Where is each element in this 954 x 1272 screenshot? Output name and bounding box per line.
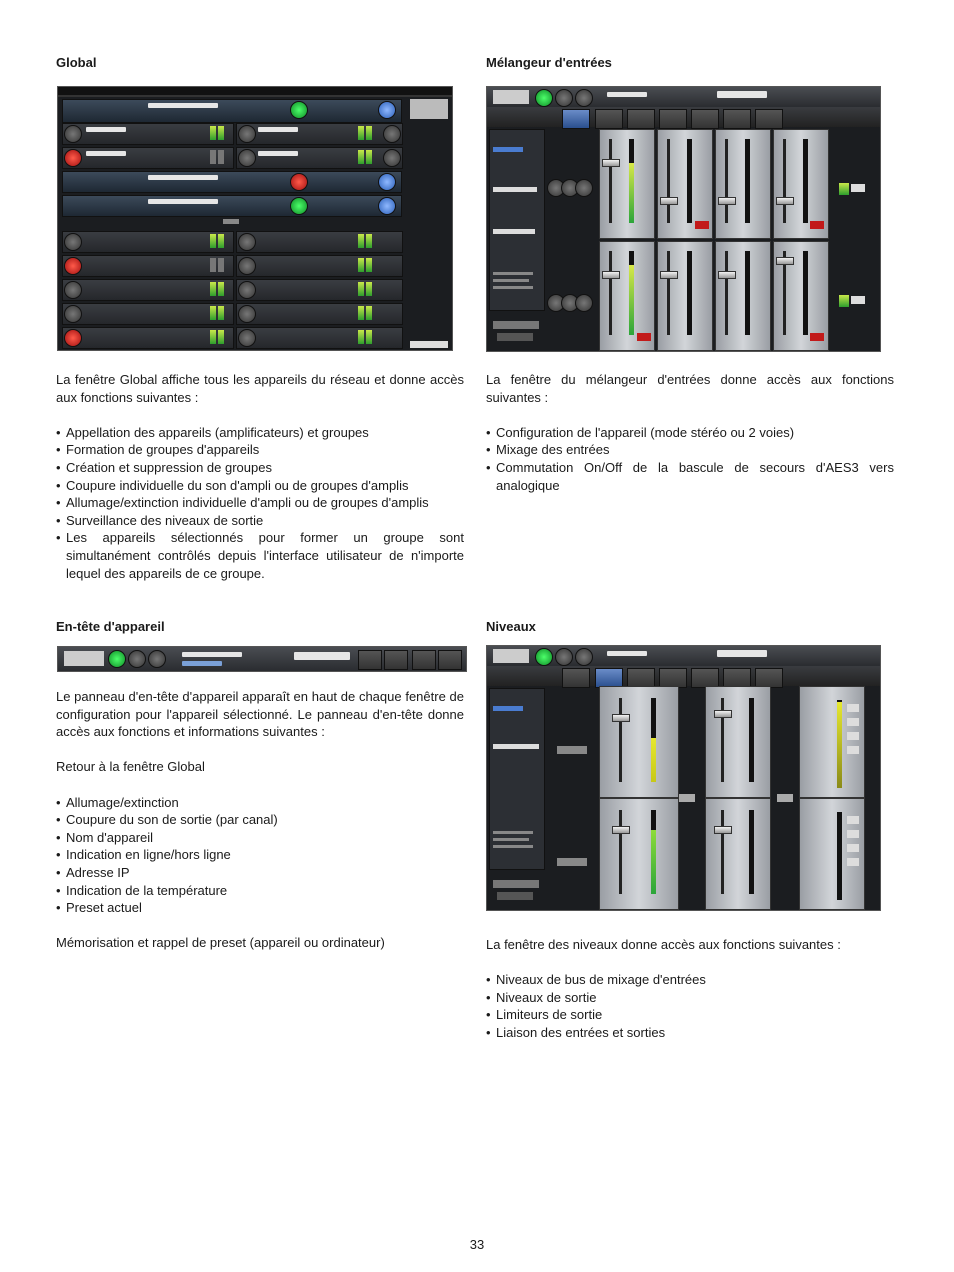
list-item: • Coupure individuelle du son d'ampli ou de groupes d'amplis (56, 477, 464, 495)
levels-intro: La fenêtre des niveaux donne accès aux fonctions suivantes : (486, 937, 841, 952)
list-item: • Indication de la température (56, 882, 464, 900)
list-item: • Surveillance des niveaux de sortie (56, 512, 464, 530)
list-item: • Niveaux de sortie (486, 989, 894, 1007)
screenshot-global-window (57, 86, 453, 351)
list-item: • Formation de groupes d'appareils (56, 441, 464, 459)
section-device-header (56, 619, 464, 635)
list-item: • Commutation On/Off de la bascule de secours d'AES3 vers analogique (486, 459, 894, 494)
section-heading-levels: Niveaux (486, 619, 536, 634)
list-item: • Allumage/extinction (56, 794, 464, 812)
list-item: • Liaison des entrées et sorties (486, 1024, 894, 1042)
device-header-preset-store: Mémorisation et rappel de preset (appareil ou ordinateur) (56, 935, 385, 951)
list-item: • Coupure du son de sortie (par canal) (56, 811, 464, 829)
section-global-text (56, 371, 464, 582)
list-item: • Les appareils sélectionnés pour former un groupe sont simultanément contrôlés depuis l'interface utilisateur de n'importe lequel des appareils de ce groupe. (56, 529, 464, 582)
device-header-intro: Le panneau d'en-tête d'appareil apparaît en haut de chaque fenêtre de configuration pour l'appareil sélectionné. Le panneau d'en-tête donne accès aux fonctions et informations suivantes : (56, 689, 464, 740)
list-item: • Preset actuel (56, 899, 464, 917)
section-heading-device-header: En-tête d'appareil (56, 619, 165, 634)
list-item: • Configuration de l'appareil (mode stéréo ou 2 voies) (486, 424, 894, 442)
page-number: 33 (469, 1237, 485, 1252)
list-item: • Mixage des entrées (486, 441, 894, 459)
screenshot-levels-window (486, 645, 881, 911)
list-item: • Création et suppression de groupes (56, 459, 464, 477)
section-mixer (486, 55, 894, 71)
section-levels (486, 619, 894, 635)
list-item: • Allumage/extinction individuelle d'ampli ou de groupes d'amplis (56, 494, 464, 512)
device-header-bullet-list (56, 794, 464, 917)
device-header-return-global: Retour à la fenêtre Global (56, 759, 205, 775)
mixer-bullet-list (486, 424, 894, 494)
section-levels-text (486, 936, 894, 1042)
list-item: • Adresse IP (56, 864, 464, 882)
section-global (56, 55, 464, 71)
list-item: • Nom d'appareil (56, 829, 464, 847)
mixer-intro: La fenêtre du mélangeur d'entrées donne accès aux fonctions suivantes : (486, 372, 894, 405)
list-item: • Indication en ligne/hors ligne (56, 846, 464, 864)
global-intro: La fenêtre Global affiche tous les appareils du réseau et donne accès aux fonctions suivantes : (56, 372, 464, 405)
section-device-header-text (56, 688, 464, 952)
levels-bullet-list (486, 971, 894, 1041)
list-item: • Appellation des appareils (amplificateurs) et groupes (56, 424, 464, 442)
section-heading-global: Global (56, 55, 97, 70)
screenshot-device-header-panel (57, 646, 467, 672)
global-bullet-list (56, 424, 464, 582)
screenshot-input-mixer-window (486, 86, 881, 352)
list-item: • Limiteurs de sortie (486, 1006, 894, 1024)
section-heading-mixer: Mélangeur d'entrées (486, 55, 612, 70)
list-item: • Niveaux de bus de mixage d'entrées (486, 971, 894, 989)
section-mixer-text (486, 371, 894, 494)
